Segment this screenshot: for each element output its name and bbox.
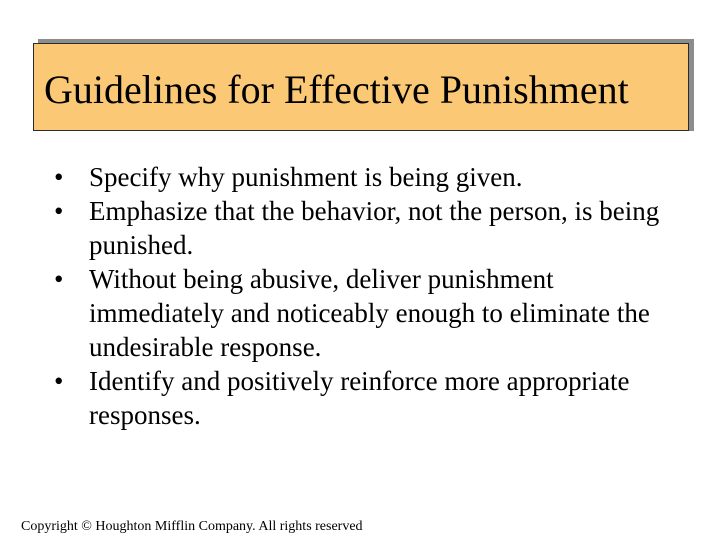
bullet-marker: • [54, 196, 64, 226]
bullet-marker: • [54, 366, 64, 396]
bullet-marker: • [54, 264, 64, 294]
bullet-text: Without being abusive, deliver punishment immediately and noticeably enough to eliminate the undesirable response. [89, 264, 650, 362]
bullet-list [54, 160, 674, 432]
title-banner [33, 43, 689, 131]
slide-title: Guidelines for Effective Punishment [44, 67, 629, 112]
bullet-item [54, 262, 674, 364]
bullet-text: Identify and positively reinforce more appropriate responses. [89, 366, 630, 430]
bullet-item [54, 160, 674, 194]
bullet-item [54, 194, 674, 262]
bullet-marker: • [54, 162, 64, 192]
bullet-text: Specify why punishment is being given. [89, 162, 523, 192]
copyright-footer: Copyright © Houghton Mifflin Company. All rights reserved [21, 519, 363, 534]
bullet-item [54, 364, 674, 432]
bullet-text: Emphasize that the behavior, not the person, is being punished. [89, 196, 660, 260]
